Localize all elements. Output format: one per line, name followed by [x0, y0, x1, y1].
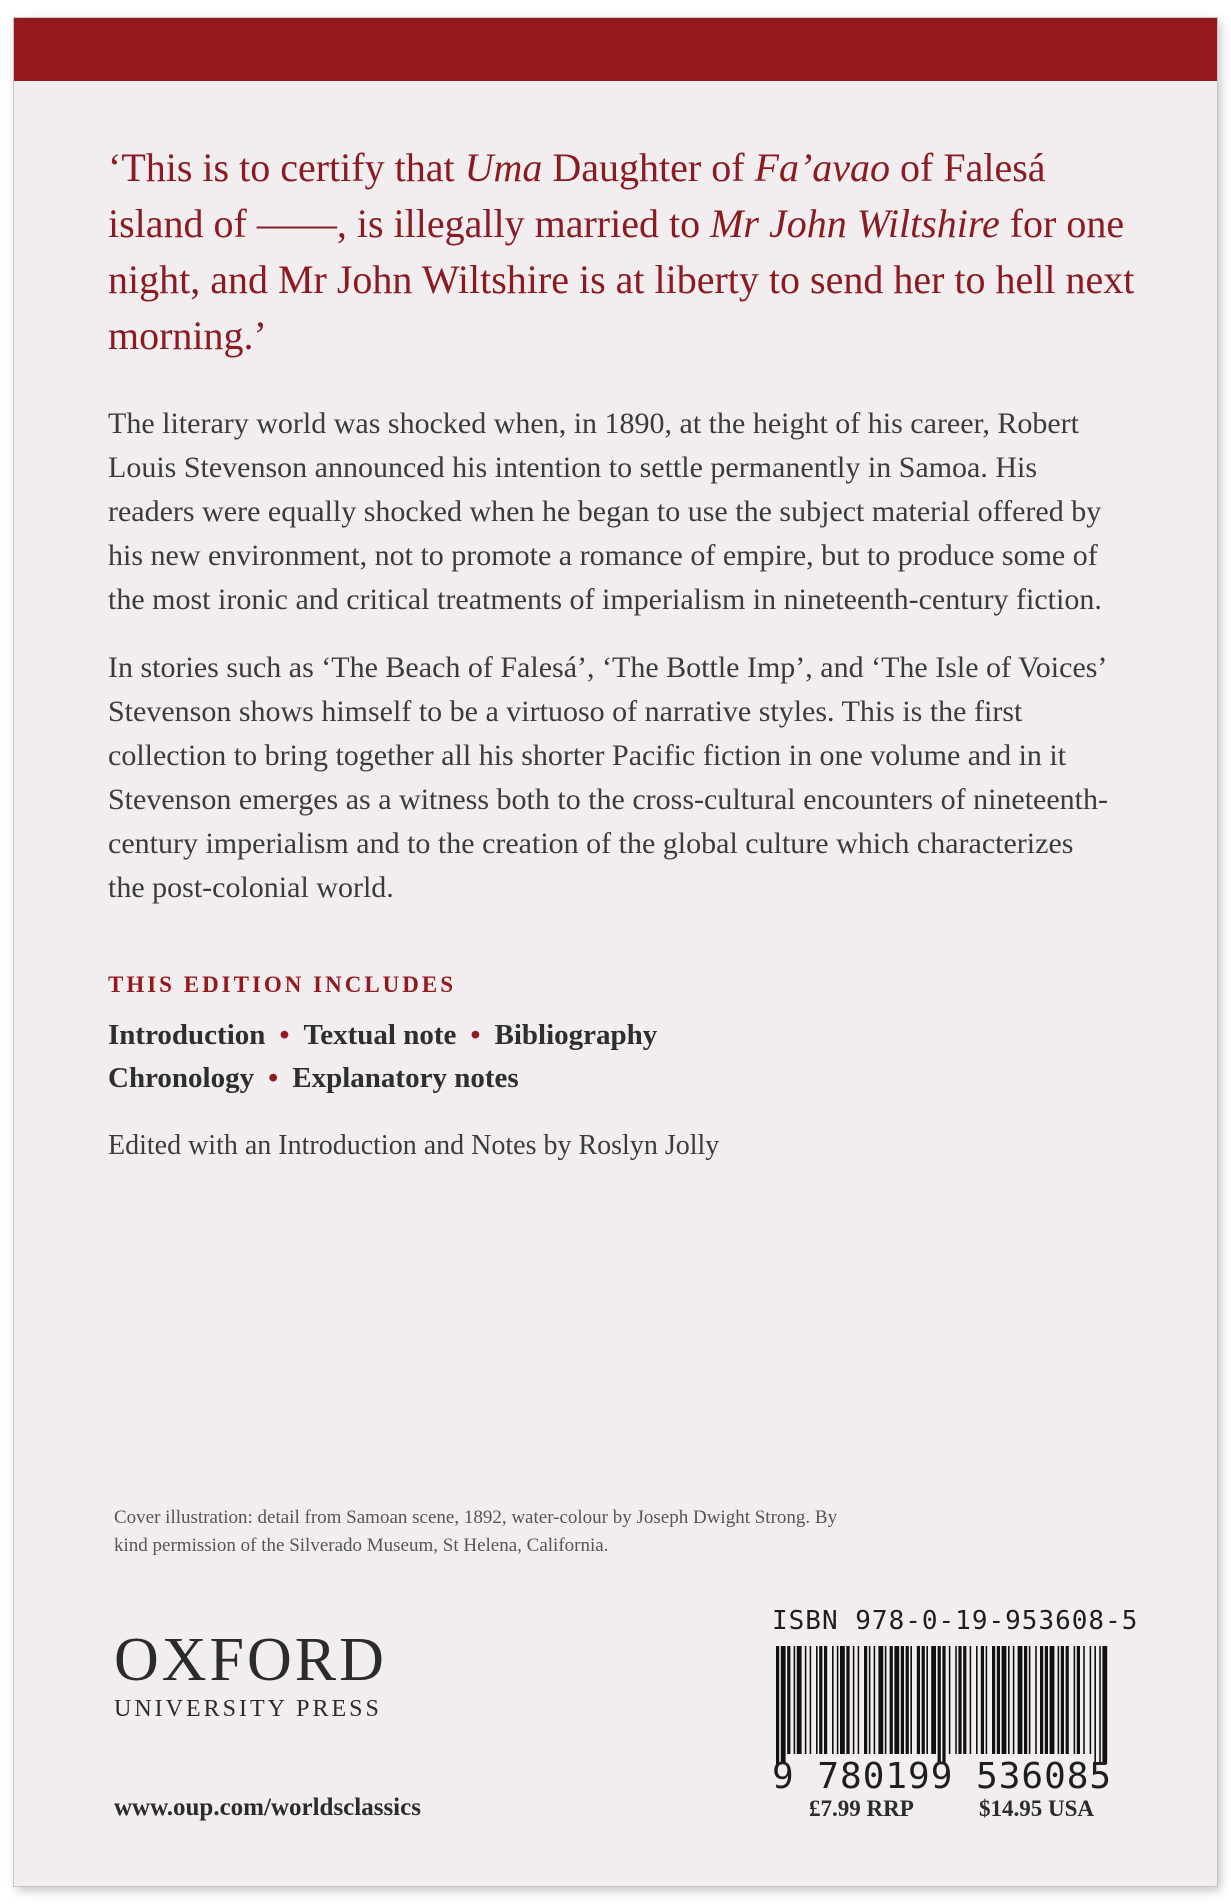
quote-part: ‘This is to certify that: [108, 145, 465, 190]
include-explanatory-notes: Explanatory notes: [292, 1062, 519, 1094]
barcode-digits: 9 780199 536085: [772, 1756, 1113, 1797]
include-chronology: Chronology: [108, 1062, 255, 1094]
publisher-subtitle: UNIVERSITY PRESS: [114, 1696, 382, 1722]
include-introduction: Introduction: [108, 1019, 266, 1051]
edition-includes-row-2: [108, 1057, 1108, 1100]
quote-part: of Falesá island of ——, is illegally married to: [108, 145, 1046, 246]
include-bibliography: Bibliography: [494, 1019, 658, 1051]
quote-part: Daughter of: [542, 145, 755, 190]
isbn-label: ISBN 978-0-19-953608-5: [772, 1606, 1139, 1636]
blurb-paragraph-2: In stories such as ‘The Beach of Falesá’, ‘The Bottle Imp’, and ‘The Isle of Voices’ Stevenson shows himself to be a virtuoso of narrative styles. This is the first collection to bring together all his shorter Pacific fiction in one volume and in it Stevenson emerges as a witness both to the cross-cultural encounters of nineteenth-century imperialism and to the creation of the global culture which characterizes the post-colonial world.: [108, 651, 1109, 904]
bullet-icon: •: [470, 1019, 481, 1051]
bullet-icon: •: [279, 1019, 290, 1051]
include-textual-note: Textual note: [303, 1019, 457, 1051]
pull-quote: [108, 140, 1138, 364]
price-uk: £7.99 RRP: [809, 1796, 914, 1821]
price-us: $14.95 USA: [979, 1796, 1095, 1821]
cover-illustration-credit: Cover illustration: detail from Samoan scene, 1892, water-colour by Joseph Dwight Strong. By kind permission of the Silverado Museum, St Helena, California.: [114, 1507, 838, 1556]
edition-includes-heading: THIS EDITION INCLUDES: [108, 972, 457, 997]
cover-content: [108, 140, 1135, 1166]
barcode-icon: [772, 1646, 1110, 1764]
publisher-website: www.oup.com/worldsclassics: [114, 1794, 421, 1821]
top-red-band: [14, 18, 1217, 81]
quote-italic-uma: Uma: [464, 145, 543, 190]
editor-credit: Edited with an Introduction and Notes by Roslyn Jolly: [108, 1130, 720, 1161]
quote-italic-wiltshire: Mr John Wiltshire: [710, 201, 1000, 246]
blurb-paragraph-1: The literary world was shocked when, in 1890, at the height of his career, Robert Louis Stevenson announced his intention to settle permanently in Samoa. His readers were equally shocked when he began to use the subject material offered by his new environment, not to promote a romance of empire, but to produce some of the most ironic and critical treatments of imperialism in nineteenth-century fiction.: [108, 407, 1102, 616]
publisher-logo: [114, 1628, 387, 1723]
edition-includes-row-1: [108, 1014, 1108, 1057]
bullet-icon: •: [268, 1062, 279, 1094]
publisher-name: OXFORD: [114, 1626, 387, 1694]
quote-italic-faavao: Fa’avao: [754, 145, 891, 190]
book-back-cover: [14, 18, 1217, 1886]
quote-part: for one night, and Mr John Wiltshire is at liberty to send her to hell next morning.’: [108, 201, 1135, 358]
